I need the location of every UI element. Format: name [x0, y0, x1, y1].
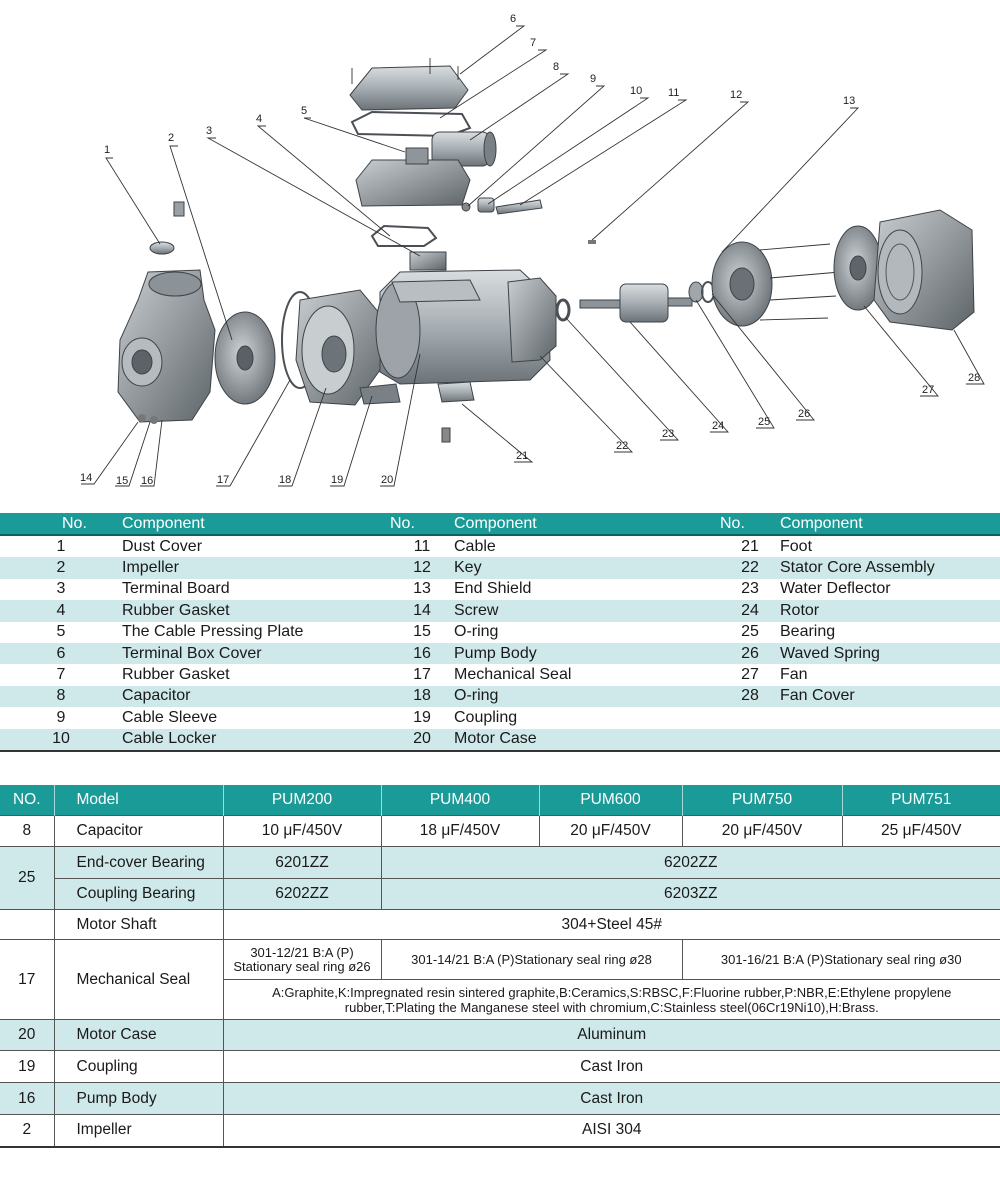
component-name: Pump Body	[454, 643, 720, 664]
end-cover-bearing-label: End-cover Bearing	[54, 847, 223, 879]
callout-17: 17	[217, 474, 230, 486]
component-row	[0, 664, 1000, 685]
component-name: Water Deflector	[780, 580, 891, 598]
callout-20: 20	[381, 474, 394, 486]
component-name: Fan	[780, 666, 808, 684]
component-number: 13	[413, 580, 431, 598]
end-shield-part	[712, 242, 840, 326]
rotor-part	[580, 284, 692, 322]
header-component-1: Component	[122, 513, 390, 535]
component-name: Capacitor	[122, 686, 390, 707]
callout-21: 21	[516, 450, 529, 462]
component-number: 25	[741, 623, 759, 641]
component-name: Stator Core Assembly	[780, 557, 1000, 578]
capacitor-no: 8	[0, 816, 54, 847]
component-name: Rubber Gasket	[122, 600, 390, 621]
end-cover-bearing-others: 6202ZZ	[381, 847, 1000, 879]
pump-body-no: 16	[0, 1083, 54, 1115]
mechanical-seal-row	[0, 940, 1000, 980]
component-number: 15	[413, 623, 431, 641]
header-no-3: No.	[720, 513, 780, 535]
spec-header-no: NO.	[0, 785, 54, 816]
component-row	[0, 535, 1000, 557]
component-name: Terminal Board	[122, 580, 230, 598]
capacitor-row	[0, 816, 1000, 847]
seal-pum200	[223, 940, 381, 980]
callout-14: 14	[80, 472, 93, 484]
spec-header-pum751: PUM751	[842, 785, 1000, 816]
pump-body-value: Cast Iron	[223, 1083, 1000, 1115]
motor-shaft-value: 304+Steel 45#	[223, 910, 1000, 940]
component-name: Terminal Box Cover	[122, 643, 390, 664]
component-name: Cable Sleeve	[122, 708, 218, 726]
component-name: Impeller	[122, 557, 390, 578]
component-number: 18	[390, 686, 454, 707]
dust-cover-part	[150, 202, 184, 254]
foot-part	[438, 382, 474, 442]
component-number: 14	[390, 600, 454, 621]
component-number: 26	[720, 643, 780, 664]
component-row	[0, 643, 1000, 664]
seal-pum750-751: 301-16/21 B:A (P)Stationary seal ring ø30	[682, 940, 1000, 980]
callout-11: 11	[668, 87, 680, 99]
callout-13: 13	[843, 95, 856, 107]
component-number: 1	[56, 537, 66, 555]
motor-shaft-no	[0, 910, 54, 940]
component-number: 7	[56, 666, 66, 684]
capacitor-pum200: 10 μF/450V	[223, 816, 381, 847]
end-cover-bearing-pum200: 6201ZZ	[223, 847, 381, 879]
coupling-label: Coupling	[54, 1051, 223, 1083]
impeller-value: AISI 304	[223, 1115, 1000, 1147]
callout-18: 18	[279, 474, 292, 486]
component-list-table	[0, 513, 1000, 752]
callout-27: 27	[922, 384, 935, 396]
spec-header-pum600: PUM600	[539, 785, 682, 816]
mechanical-seal-label: Mechanical Seal	[54, 940, 223, 1020]
spec-header-pum400: PUM400	[381, 785, 539, 816]
callout-19: 19	[331, 474, 344, 486]
callout-3: 3	[206, 125, 213, 137]
impeller-part	[215, 312, 275, 404]
callout-24: 24	[712, 420, 725, 432]
water-deflector-part	[557, 300, 569, 320]
component-row	[0, 707, 1000, 728]
coupling-no: 19	[0, 1051, 54, 1083]
exploded-view-diagram	[0, 0, 1000, 505]
component-row	[0, 729, 1000, 751]
stator-core-part	[508, 278, 556, 362]
component-name: Foot	[780, 537, 813, 555]
capacitor-pum600: 20 μF/450V	[539, 816, 682, 847]
callout-28: 28	[968, 372, 981, 384]
capacitor-pum751: 25 μF/450V	[842, 816, 1000, 847]
component-name: Mechanical Seal	[454, 666, 572, 684]
coupling-bearing-label: Coupling Bearing	[54, 879, 223, 910]
spec-header-model: Model	[54, 785, 223, 816]
pump-body-part	[118, 270, 215, 424]
callout-6: 6	[510, 13, 517, 25]
seal-pum400-600: 301-14/21 B:A (P)Stationary seal ring ø28	[381, 940, 682, 980]
component-row	[0, 622, 1000, 643]
callout-5: 5	[301, 105, 308, 117]
component-name	[780, 729, 1000, 751]
end-cover-bearing-row	[0, 847, 1000, 879]
mechanical-seal-no: 17	[0, 940, 54, 1020]
spec-header-pum750: PUM750	[682, 785, 842, 816]
component-name: Cable Locker	[122, 729, 390, 751]
component-number: 16	[390, 643, 454, 664]
header-no-1: No.	[0, 513, 122, 535]
bearing-part	[689, 282, 714, 302]
spec-header-row	[0, 785, 1000, 816]
terminal-box-cover-part	[350, 58, 468, 110]
component-number: 4	[0, 600, 122, 621]
motor-case-row	[0, 1020, 1000, 1051]
motor-shaft-label: Motor Shaft	[54, 910, 223, 940]
impeller-row	[0, 1115, 1000, 1147]
coupling-value: Cast Iron	[223, 1051, 1000, 1083]
component-name: Waved Spring	[780, 643, 1000, 664]
seal-material-note: A:Graphite,K:Impregnated resin sintered graphite,B:Ceramics,S:RBSC,F:Fluorine rubber,P:NBR,E:Ethylene propylene rubber,T:Plating the Manganese steel with chromium,C:Stainless steel(06Cr19Ni10),H:Brass.	[223, 980, 1000, 1020]
component-name: Coupling	[454, 708, 518, 726]
spec-table	[0, 785, 1000, 1148]
component-number: 17	[413, 666, 431, 684]
header-component-3: Component	[780, 513, 1000, 535]
component-row	[0, 557, 1000, 578]
component-number: 5	[56, 623, 66, 641]
motor-shaft-row	[0, 910, 1000, 940]
component-number: 22	[720, 557, 780, 578]
component-name: O-ring	[454, 686, 720, 707]
component-list-header	[0, 513, 1000, 535]
component-number: 2	[0, 557, 122, 578]
component-list-body	[0, 535, 1000, 751]
component-row	[0, 579, 1000, 600]
component-name: Motor Case	[454, 729, 720, 751]
coupling-bearing-pum200: 6202ZZ	[223, 879, 381, 910]
seal-pum200-line2: Stationary seal ring ø26	[233, 958, 371, 974]
component-number: 8	[0, 686, 122, 707]
spec-header-pum200: PUM200	[223, 785, 381, 816]
component-name: Screw	[454, 600, 720, 621]
key-part	[588, 240, 596, 244]
callout-8: 8	[553, 61, 560, 73]
callout-12: 12	[730, 89, 743, 101]
callout-23: 23	[662, 428, 675, 440]
component-number: 20	[390, 729, 454, 751]
callout-7: 7	[530, 37, 537, 49]
motor-case-no: 20	[0, 1020, 54, 1051]
coupling-row	[0, 1051, 1000, 1083]
component-number: 3	[56, 580, 66, 598]
component-number: 6	[0, 643, 122, 664]
component-name: Cable	[454, 537, 496, 555]
component-number: 24	[720, 600, 780, 621]
header-component-2: Component	[454, 513, 720, 535]
component-name: The Cable Pressing Plate	[122, 623, 304, 641]
callout-26: 26	[798, 408, 811, 420]
capacitor-pum750: 20 μF/450V	[682, 816, 842, 847]
coupling-bearing-others: 6203ZZ	[381, 879, 1000, 910]
component-number	[720, 729, 780, 751]
capacitor-label: Capacitor	[54, 816, 223, 847]
callout-1: 1	[104, 144, 111, 156]
terminal-board-part	[372, 226, 446, 270]
component-name: Rubber Gasket	[122, 666, 230, 684]
component-number: 11	[413, 537, 431, 555]
component-name: Dust Cover	[122, 537, 203, 555]
component-number: 12	[390, 557, 454, 578]
component-name: O-ring	[454, 623, 499, 641]
callout-4: 4	[256, 113, 263, 125]
bearing-no: 25	[0, 847, 54, 910]
component-name: Fan Cover	[780, 686, 1000, 707]
motor-case-label: Motor Case	[54, 1020, 223, 1051]
impeller-label: Impeller	[54, 1115, 223, 1147]
coupling-bearing-row	[0, 879, 1000, 910]
fan-cover-part	[874, 210, 974, 330]
callout-22: 22	[616, 440, 629, 452]
callout-16: 16	[141, 475, 154, 487]
motor-case-value: Aluminum	[223, 1020, 1000, 1051]
pump-body-label: Pump Body	[54, 1083, 223, 1115]
component-name: Bearing	[780, 623, 836, 641]
pump-body-row	[0, 1083, 1000, 1115]
component-number: 19	[413, 708, 431, 726]
component-number: 28	[720, 686, 780, 707]
callout-2: 2	[168, 132, 175, 144]
header-no-2: No.	[390, 513, 454, 535]
component-number: 23	[741, 580, 759, 598]
impeller-no: 2	[0, 1115, 54, 1147]
component-name: Key	[454, 557, 720, 578]
component-number: 9	[56, 708, 66, 726]
component-name: End Shield	[454, 580, 532, 598]
capacitor-pum400: 18 μF/450V	[381, 816, 539, 847]
component-row	[0, 600, 1000, 621]
component-number: 21	[741, 537, 759, 555]
component-number: 10	[0, 729, 122, 751]
component-name	[780, 707, 1000, 728]
component-row	[0, 686, 1000, 707]
callout-25: 25	[758, 416, 771, 428]
seal-pum200-line1: 301-12/21 B:A (P)	[250, 944, 354, 960]
callout-10: 10	[630, 85, 643, 97]
callout-9: 9	[590, 73, 597, 85]
callout-15: 15	[116, 475, 129, 487]
component-name: Rotor	[780, 600, 1000, 621]
component-number	[720, 707, 780, 728]
component-number: 27	[741, 666, 759, 684]
